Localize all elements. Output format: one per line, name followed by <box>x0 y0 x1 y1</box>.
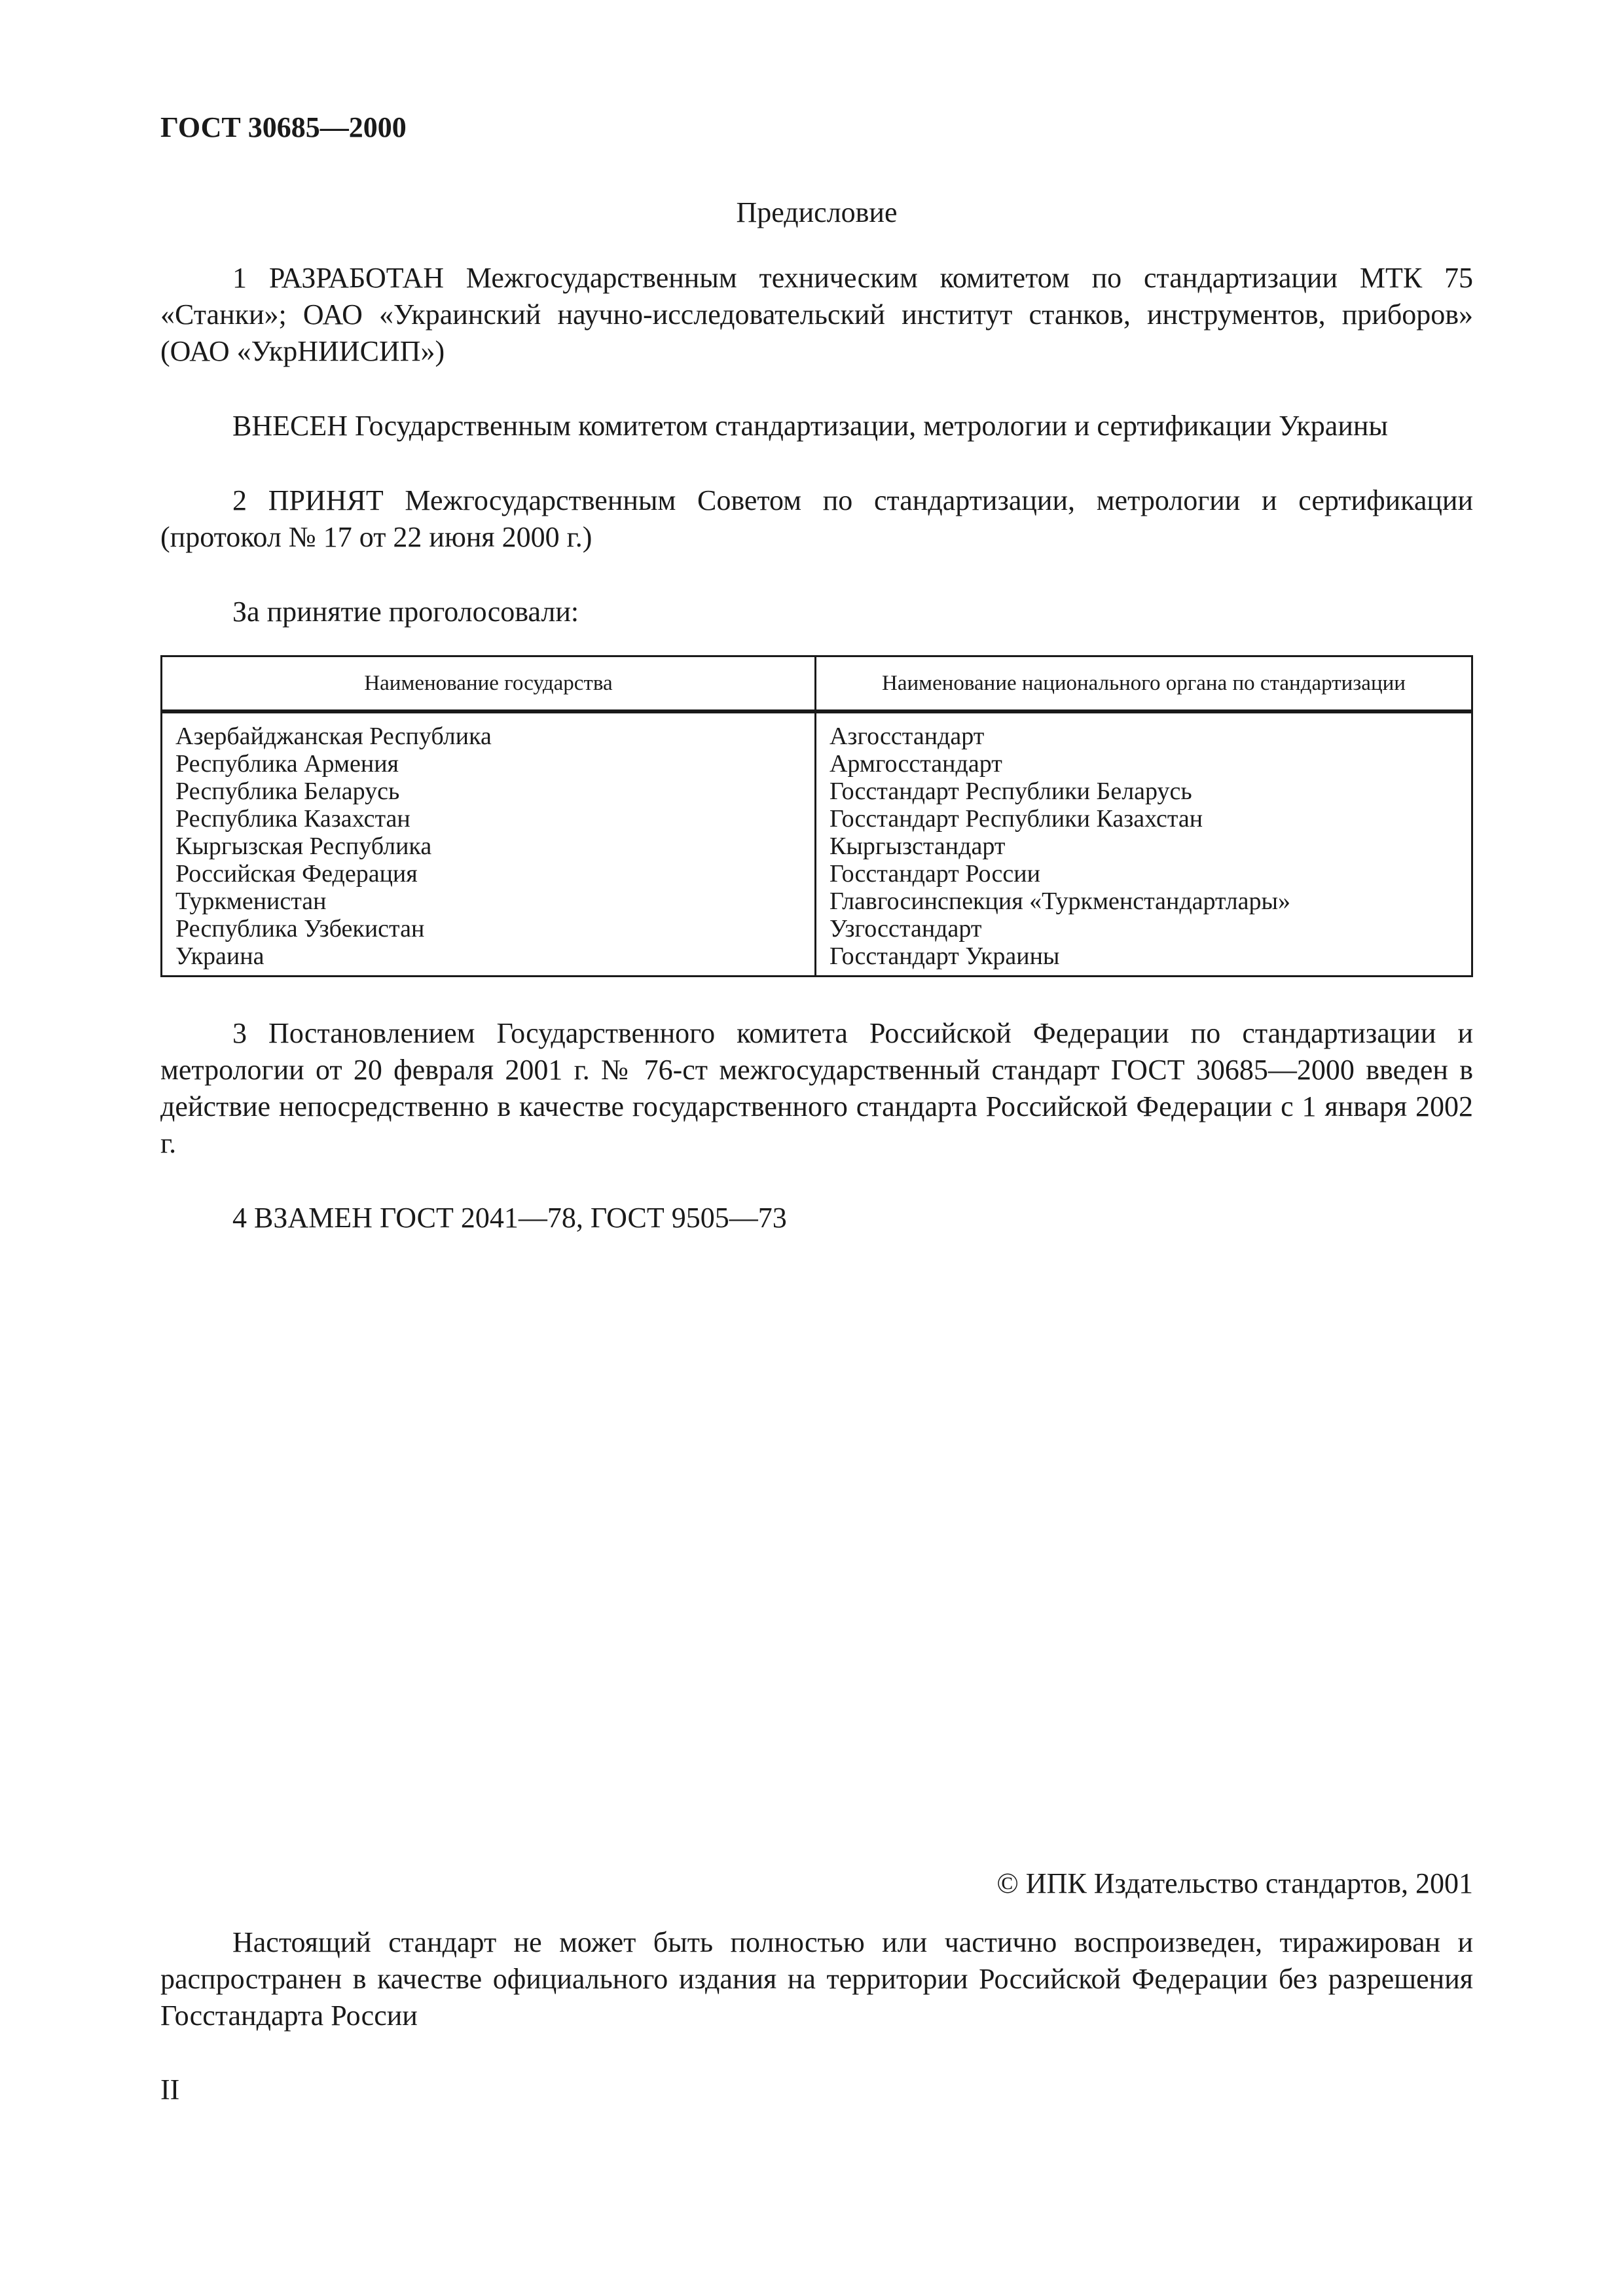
cell-state: Туркменистан <box>162 888 816 915</box>
cell-body: Госстандарт Республики Беларусь <box>815 778 1472 805</box>
cell-body: Азгосстандарт <box>815 711 1472 750</box>
cell-state: Республика Узбекистан <box>162 915 816 942</box>
paragraph-voted: За принятие проголосовали: <box>232 596 579 628</box>
table-row <box>162 888 1472 915</box>
document-page <box>160 108 1473 1236</box>
cell-body: Госстандарт России <box>815 860 1472 888</box>
document-code: ГОСТ 30685—2000 <box>160 111 407 143</box>
paragraph-replaces: 4 ВЗАМЕН ГОСТ 2041—78, ГОСТ 9505—73 <box>232 1202 787 1234</box>
table-row <box>162 915 1472 942</box>
paragraph-adopted: 2 ПРИНЯТ Межгосударственным Советом по стандартизации, метрологии и сертификации (протокол № 17 от 22 июня 2000 г.) <box>160 484 1473 553</box>
table-row <box>162 860 1472 888</box>
reproduction-notice: Настоящий стандарт не может быть полностью или частично воспроизведен, тиражирован и распространен в качестве официального издания на территории Российской Федерации без разрешения Госстандарта России <box>160 1926 1473 2032</box>
cell-body: Госстандарт Республики Казахстан <box>815 805 1472 833</box>
table-row <box>162 942 1472 977</box>
table-row <box>162 833 1472 860</box>
cell-body: Госстандарт Украины <box>815 942 1472 977</box>
cell-state: Кыргызская Республика <box>162 833 816 860</box>
cell-body: Главгосинспекция «Туркменстандартлары» <box>815 888 1472 915</box>
cell-body: Кыргызстандарт <box>815 833 1472 860</box>
table-row <box>162 778 1472 805</box>
table-header-row <box>162 656 1472 712</box>
preface-heading: Предисловие <box>736 196 898 228</box>
paragraph-introduced: ВНЕСЕН Государственным комитетом стандартизации, метрологии и сертификации Украины <box>232 410 1388 442</box>
voting-table <box>160 655 1473 977</box>
cell-body: Узгосстандарт <box>815 915 1472 942</box>
voting-table-wrapper <box>160 655 1473 977</box>
cell-state: Республика Беларусь <box>162 778 816 805</box>
cell-state: Украина <box>162 942 816 977</box>
page-number: II <box>160 2073 180 2106</box>
table-row <box>162 805 1472 833</box>
cell-state: Республика Казахстан <box>162 805 816 833</box>
paragraph-developed: 1 РАЗРАБОТАН Межгосударственным техническим комитетом по стандартизации МТК 75 «Станки»; ОАО «Украинский научно-исследовательский институт станков, инструментов, приборов» (ОАО «УкрНИИСИП») <box>160 262 1473 367</box>
table-row <box>162 711 1472 750</box>
header-state: Наименование государства <box>162 656 816 712</box>
cell-state: Азербайджанская Республика <box>162 711 816 750</box>
cell-state: Российская Федерация <box>162 860 816 888</box>
table-row <box>162 750 1472 778</box>
paragraph-enacted: 3 Постановлением Государственного комитета Российской Федерации по стандартизации и метрологии от 20 февраля 2001 г. № 76-ст межгосударственный стандарт ГОСТ 30685—2000 введен в действие непосредственно в качестве государственного стандарта Российской Федерации с 1 января 2002 г. <box>160 1017 1473 1159</box>
cell-body: Армгосстандарт <box>815 750 1472 778</box>
header-national-body: Наименование национального органа по стандартизации <box>815 656 1472 712</box>
copyright-line: © ИПК Издательство стандартов, 2001 <box>996 1867 1473 1899</box>
cell-state: Республика Армения <box>162 750 816 778</box>
reproduction-notice-wrapper <box>160 1924 1473 2034</box>
